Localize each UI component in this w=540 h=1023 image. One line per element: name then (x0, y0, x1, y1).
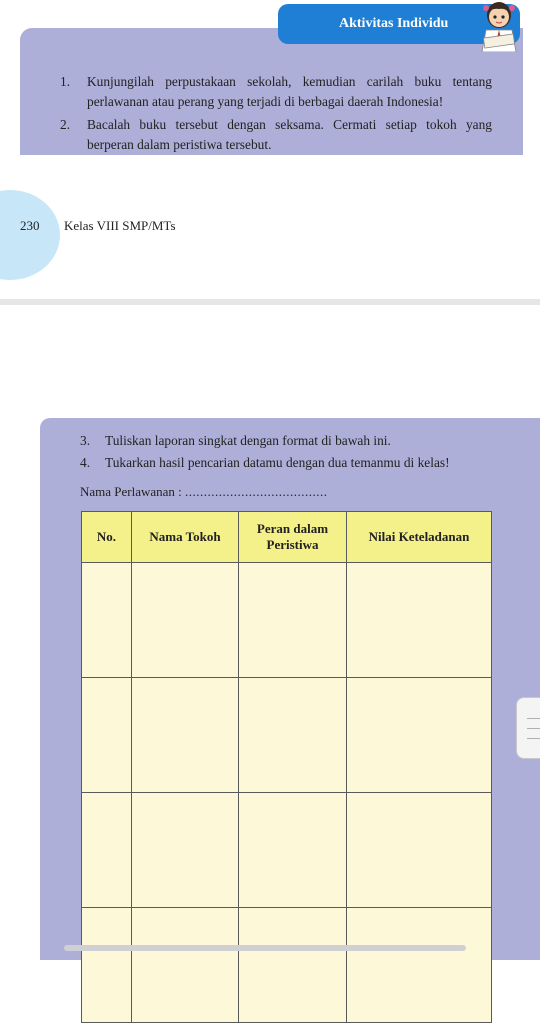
handle-line (527, 718, 540, 719)
list-item (60, 72, 492, 111)
bottom-page-box (40, 418, 540, 960)
table-cell[interactable] (82, 793, 132, 908)
table-cell[interactable] (82, 908, 132, 1023)
item-text: Tukarkan hasil pencarian datamu dengan dua temanmu di kelas! (105, 455, 450, 470)
table-row (82, 678, 492, 793)
page-number: 230 (20, 218, 40, 233)
list-item (80, 430, 450, 452)
student-reading-icon (474, 0, 524, 52)
header-nama-tokoh: Nama Tokoh (132, 512, 239, 563)
item-number: 4. (80, 455, 91, 470)
table-row (82, 793, 492, 908)
table-cell[interactable] (239, 678, 347, 793)
table-cell[interactable] (347, 908, 492, 1023)
table-cell[interactable] (132, 563, 239, 678)
table-cell[interactable] (132, 908, 239, 1023)
list-item (80, 452, 450, 474)
page-footer-label: Kelas VIII SMP/MTs (64, 218, 176, 233)
header-peran: Peran dalam Peristiwa (239, 512, 347, 563)
page-number-circle (0, 190, 60, 280)
table-row (82, 563, 492, 678)
nama-perlawanan-line (80, 484, 328, 500)
table-cell[interactable] (132, 793, 239, 908)
handle-line (527, 738, 540, 739)
table-cell[interactable] (132, 678, 239, 793)
item-text: Bacalah buku tersebut dengan seksama. Cermati setiap tokoh yang berperan dalam peristiwa tersebut. (87, 117, 492, 152)
header-no: No. (82, 512, 132, 563)
top-page (0, 0, 540, 300)
activity-list (60, 72, 492, 158)
table-cell[interactable] (82, 563, 132, 678)
table-header-row (82, 512, 492, 563)
list-item (60, 115, 492, 154)
table-cell[interactable] (239, 908, 347, 1023)
item-text: Tuliskan laporan singkat dengan format di bawah ini. (105, 433, 391, 448)
activity-title: Aktivitas Individu (278, 4, 520, 44)
nama-perlawanan-label: Nama Perlawanan : (80, 484, 182, 499)
header-nilai: Nilai Keteladanan (347, 512, 492, 563)
handle-line (527, 728, 540, 729)
table-cell[interactable] (82, 678, 132, 793)
item-text: Kunjungilah perpustakaan sekolah, kemudian carilah buku tentang perlawanan atau perang yang terjadi di berbagai daerah Indonesia! (87, 74, 492, 109)
table-cell[interactable] (239, 563, 347, 678)
fill-in-dots: ...................................... (185, 484, 328, 499)
page-separator (0, 299, 540, 305)
table-cell[interactable] (347, 563, 492, 678)
activity-list (80, 430, 450, 474)
item-number: 3. (80, 433, 91, 448)
table-cell[interactable] (347, 678, 492, 793)
table-row (82, 908, 492, 1023)
table-cell[interactable] (239, 793, 347, 908)
item-number: 1. (60, 74, 71, 89)
horizontal-scrollbar[interactable] (64, 945, 466, 951)
item-number: 2. (60, 117, 71, 132)
menu-handle-icon[interactable] (516, 697, 540, 759)
table-cell[interactable] (347, 793, 492, 908)
